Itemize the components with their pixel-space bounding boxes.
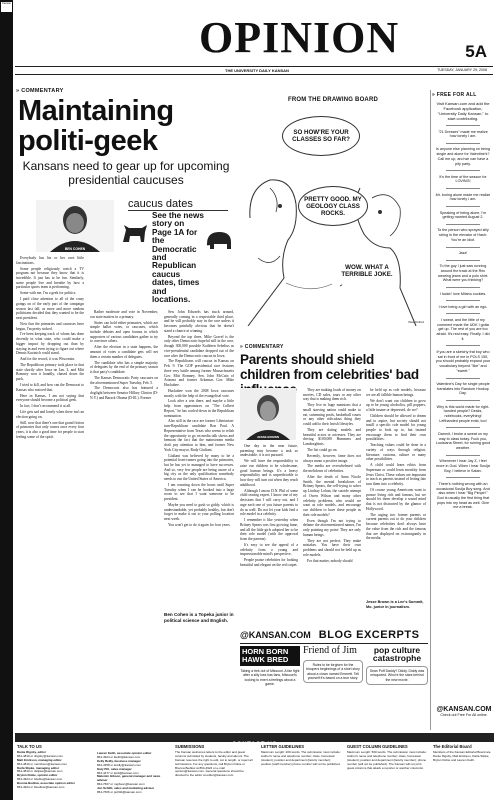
- ffa-item: Mr. boring alone made me realize how lonely I am.: [435, 192, 491, 202]
- center-col2-paragraph: For that matter, nobody should: [307, 558, 353, 563]
- guest-text: Maximum Length: 500 words. The submission must include: Author's name and telephone number; class, hometown (student); position and department (faculty member); phone number (will not be published). The Kansan will not print guest columns that attack a reporter or another columnist.: [347, 749, 427, 770]
- contact-entry[interactable]: 864-7666 or jschlitt@kansan.com: [97, 790, 142, 795]
- contact-entry[interactable]: 864-7667 or mgibson@kansan.com: [97, 782, 145, 787]
- blog-item-1[interactable]: [240, 646, 300, 686]
- section-number: 5A: [465, 42, 487, 61]
- ffa-separator: [446, 345, 480, 346]
- left-col3-paragraph: Beyond the top three, Mike Gravel is the only other Democratic hopeful still in the race, though 300,000 possible Kathleen Sebelius as vice-presidential candidate dropped out of the race after the Democratic caucus in Iowa.: [164, 334, 234, 358]
- center-col2-paragraph: They are making loads of money on movies, CD sales, tours or any other way that is making them rich.: [303, 388, 361, 402]
- ffa-separator: [446, 400, 480, 401]
- submissions: [175, 745, 255, 778]
- jesse-caption: JESSE BROWN: [256, 435, 280, 439]
- ffa-separator: [446, 313, 480, 314]
- ffa-item: I swear, and the little of my comment made the UDK I gotta get up. The rest of you are too afraid. It's real easy. Finally. I did it.: [436, 317, 490, 341]
- edge-label: Kansas: [1, 2, 12, 12]
- left-col1-paragraph: And for the record, it was Wisconsin.: [20, 357, 76, 362]
- ffa-footer: [434, 706, 494, 717]
- guest-title: GUEST COLUMN GUIDELINES: [347, 744, 408, 749]
- speech-bubble-2: PRETTY GOOD. MY GEOLOGY CLASS ROCKS.: [298, 186, 368, 226]
- blog-logo: @KANSAN.COM: [240, 630, 311, 640]
- left-col1-paragraph: I paid close attention to all of the crazy goings on of the early part of the campaign season last fall, as more and more random politicians decided that they wanted to be the next president.: [16, 297, 84, 320]
- center-col1-paragraph: One day in the near future, parenting may become a task so undesirable, it is not pursued.: [240, 444, 298, 458]
- left-commentary: [16, 88, 234, 636]
- ffa-item: To the person who sprayed silly string in the elevator of Hash: You're an idiot.: [437, 228, 489, 242]
- center-col3-paragraph: Teaching values could be done in a variety of ways through religion, literature, customs, culture or many other possibilities.: [366, 443, 426, 462]
- ffa-separator: [446, 427, 480, 428]
- contact-entry[interactable]: 864-4358 or kreilly@kansan.com: [97, 762, 141, 767]
- contact-entry[interactable]: 864-4924 or bbedlow@kansan.com: [17, 785, 65, 790]
- contact-entry: Brenna Bedlow, associate opinion editor: [17, 781, 75, 786]
- submit-title: SUBMISSIONS: [175, 744, 205, 749]
- left-col1-paragraph: Some people religiously watch a TV program not because they know that it is incredible. It just has to be fun. Similarly, some people live and breathe by how a particular sports team is performing.: [16, 266, 84, 290]
- left-col1-paragraph: I've been keeping track of whom has done decently in what state, who could make a bigger impact by dropping out than by staying in and even trying to figure out where Dennis Kucinich could stand.: [16, 332, 84, 356]
- contact-entry: Darla Slipke, managing editor: [17, 765, 60, 770]
- left-col2-paragraph: States can hold either primaries, which are simple ballot votes, or caucuses, which include debates and open forums in which supporters of various candidates gather to try to convince others.: [90, 320, 158, 344]
- left-col3-paragraph: The Republicans will caucus in Kansas on Feb. 9. The GOP presidential race features three very battle among former Massachusetts Gov. Mitt Romney, Sen. John McCain of Arizona and former Arkansas Gov. Mike Huckabee.: [164, 359, 234, 387]
- editorial-board: [433, 745, 493, 763]
- center-col1-paragraph: We will have the responsibility to raise our children to be wholesome, good human beings. It's a heavy responsibility and is unpredictable to how they will turn out when they reach adulthood.: [240, 459, 298, 487]
- contact-header: CONTACT US: [232, 742, 277, 748]
- left-col3-paragraph: You won't get to do it again for four years.: [168, 522, 231, 527]
- blog-item-3-name: pop culture catastrophe: [372, 645, 422, 663]
- center-col3-paragraph: A child could learn ethics from Superman or could learn morality from Jesus Christ. These values are important to teach as parents instead of letting fate turn them into a celebrity.: [366, 463, 426, 487]
- center-col1-paragraph: Although I am no D.N. Phil of some child rearing expert, I know one of my decisions that I will carry out, and I urge each one of you future parents to do as well: Do not let your kids find a role model in a celebrity.: [240, 488, 298, 517]
- ffa-item: There's nothing wrong with an occasional Soulja Boy song. And also when I hear "Big Pimpin'" God is usually the first thing that pops into my head as well. Give me a break.: [436, 481, 490, 510]
- ffa-separator: [446, 455, 480, 456]
- ffa-separator: [446, 477, 480, 478]
- ffa-item: If you are a sketchy frat boy who sat in front of me in POLS 150, you should probably expand your vocabulary beyond "like" and "sweet.": [435, 349, 491, 373]
- blog-section: [240, 628, 428, 730]
- contact-section: [15, 745, 494, 799]
- center-commentary: [240, 346, 426, 622]
- free-for-all: [432, 92, 494, 732]
- blog-header: [240, 628, 428, 642]
- left-col1-paragraph: In fact, I don't recommend it at all.: [20, 404, 72, 409]
- caucus-title: caucus dates: [128, 198, 228, 211]
- contact-entry: Katy Pitt, sales manager: [97, 766, 132, 771]
- ffa-separator: [446, 188, 480, 189]
- left-body-col2: [90, 310, 158, 634]
- center-col2-paragraph: Even though I'm not trying to defame the aforementioned names, I'm only pointing my point: They are only human beings.: [303, 518, 361, 537]
- center-body-col2: [303, 388, 361, 622]
- center-col3-paragraph: be held up as role models, because we are all fallible human beings.: [366, 388, 426, 397]
- ffa-item: Is anyone else planning on being single and alone for Valentine's? Call me up, and we can have a pity party.: [436, 147, 490, 166]
- submit-text: The Kansan welcomes letters to the editor and guest columns submitted by students, faculty and alumni. The Kansan reserves the right to edit, cut to length, or reject all submissions. For any questions, call Brytun Dobie or Brenna Bedlow at 864-4924 or e-mail opinion@kansan.com. General questions should be directed to the editor at editor@kansan.com.: [175, 749, 253, 778]
- board-title: The Editorial Board: [433, 744, 472, 749]
- contact-entry: Kelly Reilly, business manager: [97, 758, 141, 763]
- blog-item-1-text: Taking a trek out of Missouri. A fan fight after a silly loss has fans, Missouri's looking to exert a feelings about a game.: [240, 669, 300, 686]
- contact-entry: Lauren Keith, associate opinion editor: [97, 751, 152, 755]
- talk-to-us-2: [97, 752, 169, 795]
- center-col1-paragraph: People praise celebrities for looking beautiful and elegant on the red carpet.: [240, 558, 298, 567]
- talk-title: TALK TO US: [17, 744, 42, 749]
- donkey-icon: [120, 222, 150, 246]
- left-col3-paragraph: Look after a win there, and maybe a little help from appearances on "The Colbert Report," he has cooled down in the Republican nomination.: [164, 399, 234, 418]
- left-body-col1: [16, 256, 84, 634]
- contact-entry[interactable]: 864-4810 or dslipke@kansan.com: [17, 769, 63, 774]
- blog-item-3-text: Sean Puff Daddy? Diddy. Diddy was misquoted. Who're the stars behind the new movie.: [366, 666, 428, 685]
- speech-bubble-1: SO HOW'RE YOUR CLASSES SO FAR?: [282, 116, 360, 156]
- center-col2-paragraph: The media are overwhelmed with the meltdown of celebrities.: [303, 464, 361, 474]
- left-col2-paragraph: The Democrats also has featured a dogfight between Senator Hillary Clinton (D-N.Y.) and Barack Obama (D-Ill.). Former: [90, 386, 158, 400]
- ffa-item: Why is this world made for right-handed people? Desks, notebooks, everything! Lefthanded people exist, too!: [436, 404, 490, 423]
- author-caption: BEN COHEN: [64, 247, 86, 251]
- blog-title: BLOG EXCERPTS: [318, 629, 420, 641]
- center-kicker: » COMMENTARY: [240, 344, 284, 350]
- ffa-item: It's the time of the season for LOVING!: [439, 174, 487, 184]
- left-col1-paragraph: Everybody has his or her own little fascinations.: [16, 256, 84, 265]
- ffa-footer-text: Check out Free For All online.: [440, 713, 488, 717]
- left-col3-paragraph: Huckabee won the 2008 Iowa caucuses mostly with the help of the evangelical vote.: [164, 388, 234, 398]
- blog-item-1-name: HORN BORN HAWK BRED: [240, 646, 300, 666]
- ffa-separator: [446, 287, 480, 288]
- jesse-photo: [240, 388, 296, 440]
- masthead-tagline: THE UNIVERSITY DAILY KANSAN: [225, 68, 289, 73]
- left-col1-paragraph: Still, now that there's one that grand fiction of primaries that only comes once every four years, it is also a good time for people to start feeling some of the spirit.: [16, 420, 84, 439]
- left-col3-paragraph: Giuliani was believed by many to be a potential front-runner going into the primaries, but he has yet to managed to have successes. And so, very few people are being aware of a big city as the only qualification somebody needs to run the United States of America.: [164, 453, 234, 482]
- center-col3-paragraph: Children should be allowed to dream and to aspire, but society should not instill a specific role model for young people to look up to, but instead encourage them to find their own possibilities.: [366, 413, 426, 442]
- left-body-col3: [164, 310, 234, 610]
- author-photo: [36, 200, 114, 252]
- center-col2-paragraph: They live in huge mansions that a small starving nation could make to eat, swimming pools, basketball courts or any other ridiculous thing they could add to their lavish lifestyles.: [303, 403, 361, 427]
- ffa-item: I love being a girl with an ego.: [438, 304, 488, 309]
- blog-item-3[interactable]: [366, 646, 428, 685]
- center-col3-paragraph: Of course young Americans want to pursue living rich and famous, but we should let them develop a sound mind that is not distracted by the glamor of Hollywood.: [366, 488, 426, 511]
- letter-title: LETTER GUIDELINES: [261, 744, 305, 749]
- center-col3-paragraph: The urging two former parents or current parents out to do your children because celebrities don't always have the value from the rich and the famous that are displayed on extravagantly in the media.: [366, 512, 426, 541]
- left-col3-paragraph: Sen. John Edwards has stuck around, generally coming in a respectable third place, and he will probably stay in the race unless it becomes painfully obvious that he doesn't stand a chance at winning.: [164, 310, 234, 333]
- left-kicker: » COMMENTARY: [16, 88, 64, 94]
- letter-guidelines: [261, 745, 341, 767]
- left-col1-paragraph: Some with me, I'm a geek for politics.: [20, 291, 77, 296]
- left-col1-paragraph: Life gets sad and lonely when there isn't an election going on.: [16, 410, 84, 419]
- contact-entry: Brytun Dobie, opinion editor: [17, 773, 58, 778]
- drawing-header: FROM THE DRAWING BOARD: [287, 97, 379, 103]
- ffa-separator: [446, 300, 480, 301]
- blog-item-2-name: Friend of Jim: [303, 645, 357, 656]
- left-col3-paragraph: I am counting down the hours until Super Tuesday when I can be hooked into a large room to see that I want someone to be president.: [164, 482, 234, 502]
- ffa-item: Whenever I hear Jay Z, I feel more in God. When I hear Soulja Boy, I believe in Satan.: [436, 459, 490, 473]
- center-col2-paragraph: Recently, however, fame does not always mean a positive image.: [303, 453, 361, 463]
- talk-to-us: [17, 745, 87, 790]
- drawing-board: [240, 98, 426, 328]
- speech-bubble-3: WOW. WHAT A TERRIBLE JOKE.: [336, 248, 398, 294]
- contact-entry: Jon Schlitt, sales and marketing adviser: [97, 786, 155, 791]
- contact-entry: Malcolm Gibson, general manager and news adviser: [97, 774, 161, 783]
- center-body-col1: [240, 444, 298, 622]
- left-col2-paragraph: After the election in a state happens, the amount of votes a candidate gets will net them a certain number of delegates.: [90, 345, 158, 359]
- caucus-box: [120, 198, 234, 305]
- ffa-item: Jazz!: [458, 251, 468, 256]
- center-col2-paragraph: They are dating models and beautiful actors or actresses. They are driving $100,000 Hummers and Lamborghinis.: [303, 428, 361, 447]
- left-col2-paragraph: The Kansas Democratic Party caucuses on the aforementioned Super Tuesday, Feb. 5.: [90, 375, 158, 385]
- elephant-icon: [204, 228, 234, 252]
- caucus-text: See the news story on Page 1A for the Democratic and Republican caucus dates, times and locations.: [152, 211, 204, 305]
- left-headline: Maintaining politi-geek: [18, 95, 174, 157]
- ffa-separator: [446, 260, 480, 261]
- center-col1-paragraph: It's easy to see the appeal of a celebrity from a young and impressionable mind's perspective.: [240, 542, 298, 557]
- ffa-separator: [446, 170, 480, 171]
- contact-entry[interactable]: 864-4810 or drigsby@kansan.com: [17, 753, 63, 758]
- ffa-separator: [446, 224, 480, 225]
- left-col1-paragraph: Here in Kansas, I am not saying that everyone should become a political geek.: [16, 393, 84, 403]
- left-col1-paragraph: Now that the primaries and caucuses have begun, I'm pretty stoked.: [16, 321, 84, 331]
- ffa-separator: [446, 143, 480, 144]
- ffa-separator: [446, 378, 480, 379]
- blog-rule: [240, 643, 428, 644]
- center-col2-paragraph: They are not perfect. They make mistakes. You have their own problems and should not be held up as role models.: [303, 538, 361, 557]
- contact-entry[interactable]: 864-4477 or kpitt@kansan.com: [97, 770, 139, 775]
- contact-entry[interactable]: 864-4810 or merickson@kansan.com: [17, 761, 67, 766]
- masthead-rule: [15, 66, 493, 67]
- blog-item-2-text: Rules to be forgiven for the bloopers beginnings of a short story about a clown named Emmett. Tell yourself it's based on a true story.: [303, 660, 363, 683]
- left-bio: Ben Cohen is a Topeka junior in political science and English.: [164, 612, 234, 623]
- center-col2-paragraph: After the death of Anna Nicole Smith, the mental breakdown of Britney Spears, the cell-trying to sober up Lindsay Lohan, the suicide attempt of Owen Wilson and many other celebrity problems, who would we want as role models, and encourage our children to have these people as their role models?: [303, 475, 361, 517]
- ffa-kicker: » FREE FOR ALL: [432, 92, 477, 98]
- blog-item-2[interactable]: [303, 646, 363, 683]
- ffa-item: "21 Dresses" made me realize how lonely I am.: [438, 129, 488, 139]
- column-divider: [430, 90, 431, 730]
- masthead: [15, 8, 493, 88]
- left-col3-paragraph: Maybe you need to gush so giddy, which is understandable, yet probably healthy, but don't forget to make it out to your polling location next week.: [164, 502, 234, 522]
- masthead-date: TUESDAY, JANUARY 29, 2008: [437, 68, 487, 72]
- center-headline: Parents should shield children from celebrities' bad: [240, 352, 419, 382]
- ffa-item: Valentine's Day for single people translates into Random Hookup Day.: [436, 382, 490, 396]
- ffa-separator: [446, 247, 480, 248]
- left-col3-paragraph: Also still in the race are former Libertarian-turn-Republican candidate Ron Paul. A Representative from Texas who seems to relish the opportunity to go on media talk shows and bemoan the fact that the mainstream media don't pay attention to him, and former New York City mayor, Rudy Giuliani.: [164, 419, 234, 452]
- center-col1-paragraph: I remember it like yesterday when Britney Spears was first growing fame, and all the little girls adopted her to be their role model (with the approval from the parents).: [240, 518, 298, 541]
- contact-entry[interactable]: 864-4924 or bdobie@kansan.com: [17, 777, 63, 782]
- contact-entry: Dante Rigsby, editor: [17, 749, 46, 754]
- ffa-item: I fuckin' love Milano cookies.: [439, 291, 487, 296]
- left-col2-paragraph: Rather moderate and vote in November, our state matters in a primary.: [90, 310, 158, 319]
- ffa-separator: [446, 206, 480, 207]
- left-col2-paragraph: The candidate who has a simple majority of delegates by the end of the primary season is that party's candidate.: [90, 360, 158, 374]
- masthead-title: OPINION: [199, 13, 400, 62]
- scan-edge: [0, 0, 13, 800]
- contact-entry[interactable]: 864-4924 or lkeith@kansan.com: [97, 754, 141, 759]
- ffa-logo: @KANSAN.COM: [436, 706, 492, 713]
- contact-entry: Matt Erickson, managing editor: [17, 757, 62, 762]
- center-col3-paragraph: We don't want our children to grow up to be young alcoholics, pill poppers, a little insane or depressed, do we?: [366, 398, 426, 412]
- center-col2-paragraph: The list could go on.: [307, 448, 338, 452]
- ffa-intro: Visit Kansan.com and add the Facebook application, "University Daily Kansan," to start contributing.: [436, 101, 490, 121]
- ffa-item: Speaking of being alone, I'm getting married August 2.: [439, 210, 487, 220]
- ffa-item: Damnit, I broke a sweat on my way to class today. Fuck you, Louisiana Street, for ruining good weather.: [435, 431, 491, 451]
- ffa-separator: [446, 125, 480, 126]
- center-bio: Jesse Brown is a Lee's Summit, Mo. junior in journalism.: [366, 600, 424, 609]
- center-body-col3: [366, 388, 426, 598]
- board-text: Members of the Kansan Editorial Board are Dante Rigsby, Matt Erickson, Darla Slipke, Brytun Dobie and Lauren Keith.: [433, 749, 491, 762]
- left-col1-paragraph: The Republican primary took place in that state shortly after Iowa on Jan. 3, and Mitt Romney won it handily, chased down the pack.: [16, 363, 84, 382]
- ffa-item: To the guy I just saw running around the track at the Rec wearing jeans and a polo shirt: What were you thinking?: [437, 264, 489, 283]
- letter-text: Maximum Length: 200 words. The submission must include: Author's name and telephone number; class, hometown (student); position and department (faculty member); position (staff member) phone number will not be published.: [261, 749, 341, 766]
- left-col1-paragraph: I tried to kill, and how can the Democrat to Kansas who noticed that.: [16, 383, 84, 392]
- left-subhead: Kansans need to gear up for upcoming presidential caucuses: [22, 159, 230, 187]
- comic-signature: Wes Oxford: [408, 320, 424, 324]
- masthead-rule-bottom: [15, 74, 493, 75]
- guest-guidelines: [347, 745, 427, 770]
